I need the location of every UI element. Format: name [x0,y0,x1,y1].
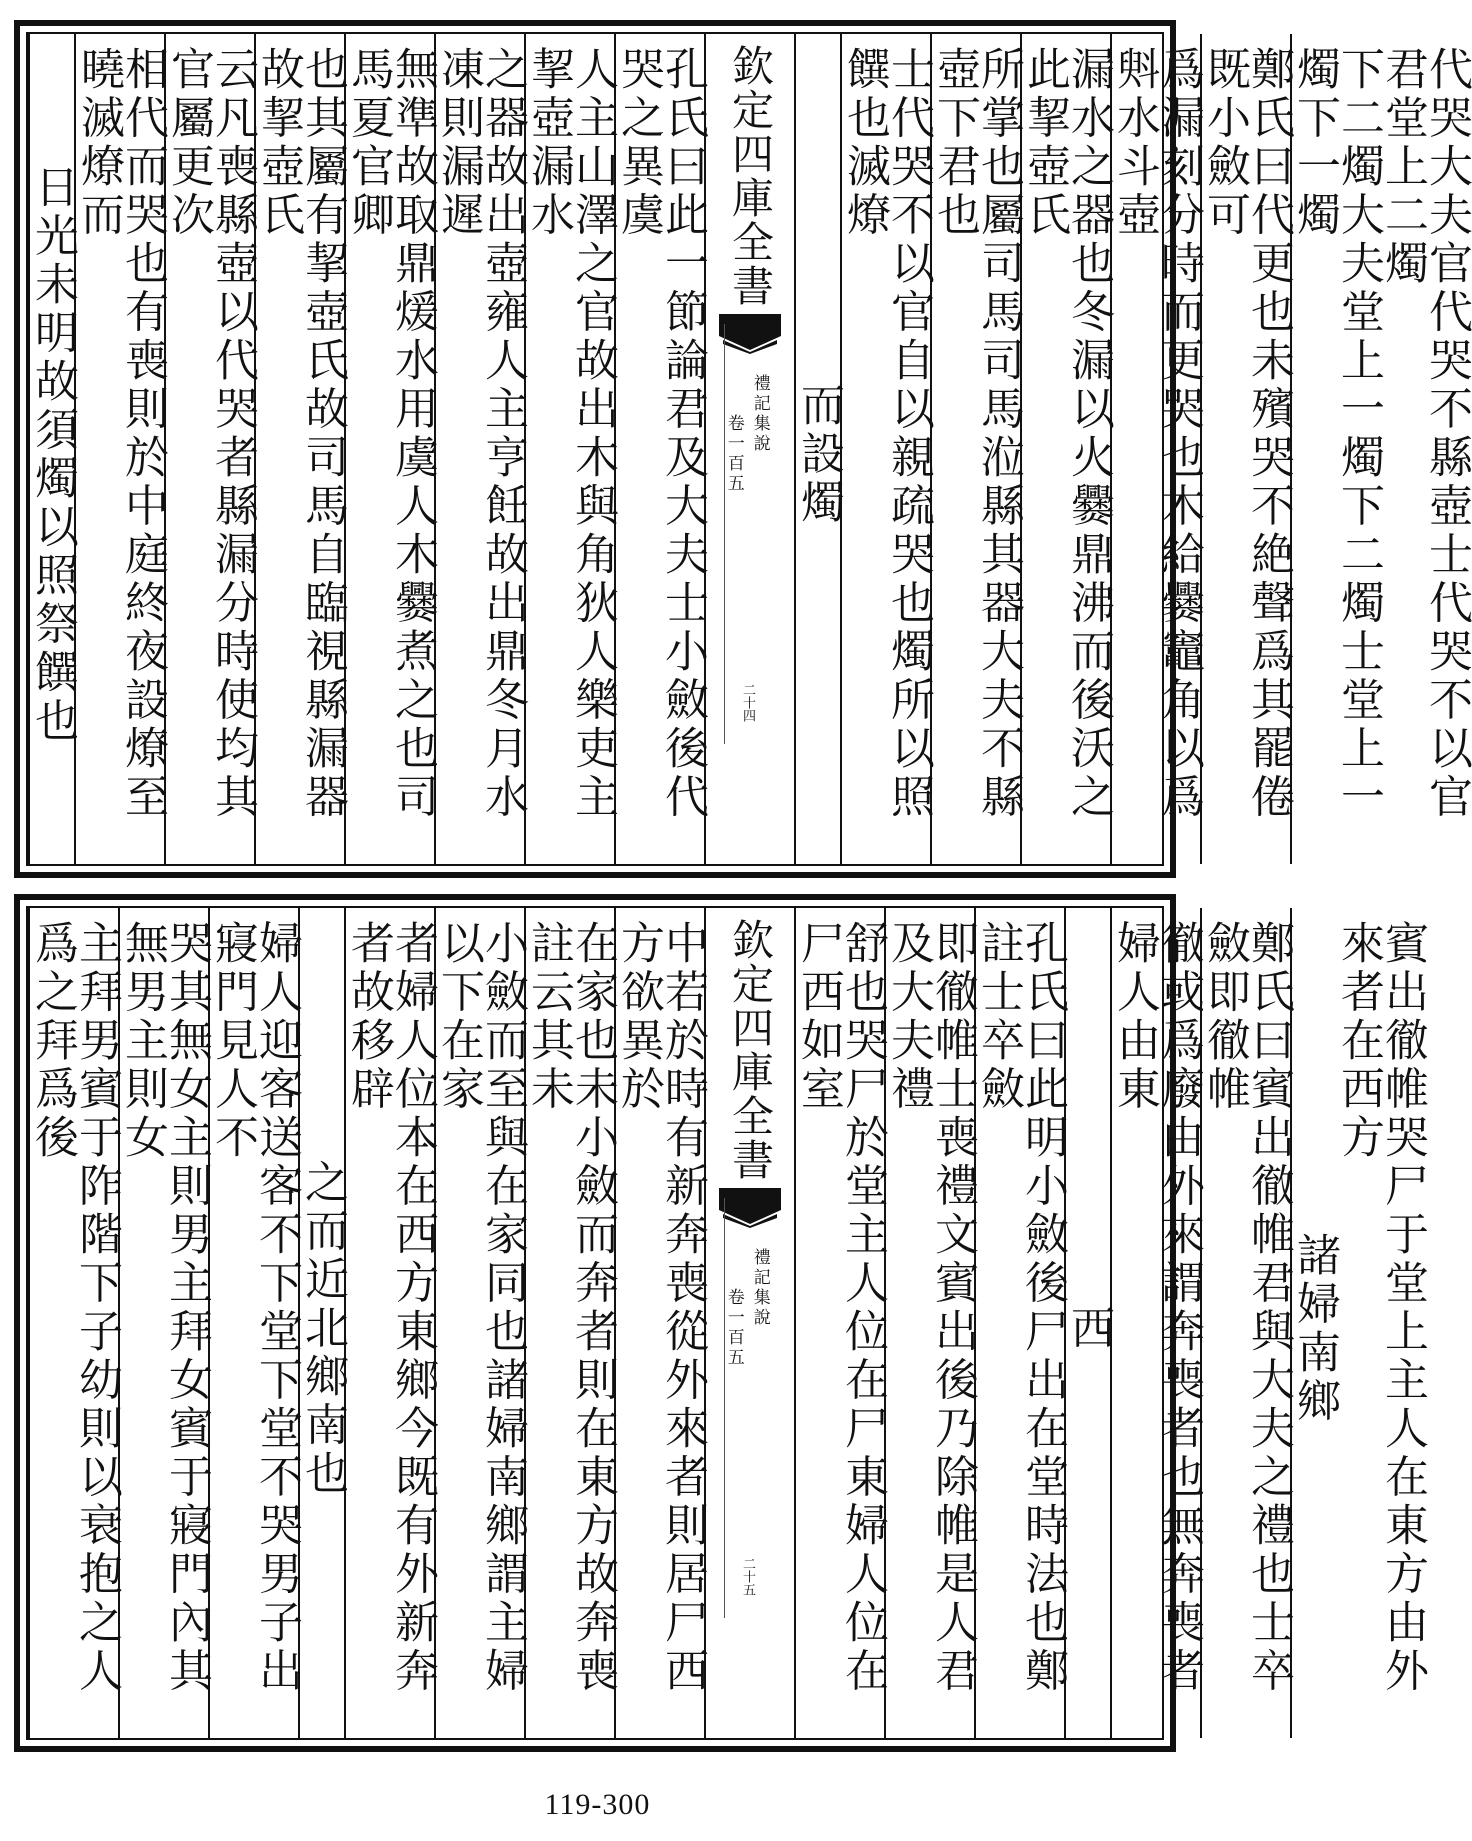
gutter-book-title: 禮記集說 [749,374,770,454]
text-column: 鄭氏曰賓出徹帷君與大夫之禮也士卒斂即徹帷 [1200,908,1290,1738]
text-column: 漏水之器也冬漏以火爨鼎沸而後沃之此挈壺氏 [1020,34,1110,864]
text-column: 婦人迎客送客不下堂下堂不哭男子出寢門見人不 [208,908,298,1738]
gutter-rule [724,324,725,744]
text-column: 而設燭 [794,34,840,864]
text-column: 徹或爲廢由外來謂奔喪者也無奔喪者婦人由東 [1110,908,1200,1738]
top-page-frame [14,20,1472,878]
top-page-columns [26,32,1472,866]
page-number: 119-300 [544,1788,651,1821]
text-column: 孔氏曰此一節論君及大夫士小斂後代哭之異虞 [614,34,704,864]
fishtail-mark-icon [719,1188,781,1228]
gutter-volume: 卷一百五 [723,1288,744,1368]
gutter-title: 欽定四庫全書 [726,44,775,308]
text-column: 云凡喪縣壺以代哭者縣漏分時使均其官屬更次 [164,34,254,864]
text-column: 者婦人位本在西方東鄉今既有外新奔者故移辟 [344,908,434,1738]
text-column: 無準故取鼎煖水用虞人木爨煮之也司馬夏官卿 [344,34,434,864]
gutter-book-title: 禮記集說 [749,1248,770,1328]
text-column: 人主山澤之官故出木與角狄人樂吏主挈壺漏水 [524,34,614,864]
text-column: 下二燭大夫堂上一燭下二燭士堂上一燭下一燭 [1290,34,1380,864]
center-gutter [704,34,794,864]
fishtail-mark-icon [719,314,781,354]
text-column: 相代而哭也有喪則於中庭終夜設燎至曉滅燎而 [74,34,164,864]
text-column: 孔氏曰此明小斂後尸出在堂時法也鄭註士卒斂 [974,908,1064,1738]
gutter-volume: 卷一百五 [723,414,744,494]
text-column: 諸婦南鄉 [1290,908,1336,1738]
text-column: 日光未明故須燭以照祭饌也 [28,34,74,864]
text-column: 所掌也屬司馬司馬涖縣其器大夫不縣壺下君也 [930,34,1020,864]
text-column: 哭其無女主則男主拜女賓于寢門內其無男主則女 [118,908,208,1738]
text-column: 即徹帷士喪禮文賓出後乃除帷是人君及大夫禮 [884,908,974,1738]
text-column: 之而近北鄉南也 [298,908,344,1738]
text-column: 鄭氏曰代更也未殯哭不絶聲爲其罷倦既小斂可 [1200,34,1290,864]
text-column: 小斂而至與在家同也諸婦南鄉謂主婦以下在家 [434,908,524,1738]
bottom-page-columns [26,906,1428,1740]
text-column: 士代哭不以官自以親疏哭也燭所以照饌也滅燎 [840,34,930,864]
gutter-title: 欽定四庫全書 [726,918,775,1182]
text-column: 之器故出壺雍人主亨飪故出鼎冬月水凍則漏遲 [434,34,524,864]
text-column: 主拜男賓于阼階下子幼則以衰抱之人爲之拜爲後 [28,908,118,1738]
gutter-rule [724,1198,725,1618]
text-column: 賓出徹帷哭尸于堂上主人在東方由外來者在西方 [1333,920,1428,1696]
text-column: 代哭大夫官代哭不縣壺士代哭不以官君堂上二燭 [1377,46,1472,822]
gutter-page-number: 二十四 [740,683,755,722]
text-column: 西 [1064,908,1110,1738]
text-column: 爲漏刻分時而更哭也木給爨竈角以爲斞水斗壺 [1110,34,1200,864]
text-column: 中若於時有新奔喪從外來者則居尸西方欲異於 [614,908,704,1738]
gutter-page-number: 二十五 [740,1557,755,1596]
text-column: 舒也哭尸於堂主人位在尸東婦人位在尸西如室 [794,908,884,1738]
bottom-page-frame [14,894,1428,1752]
center-gutter [704,908,794,1738]
text-column: 也其屬有挈壺氏故司馬自臨視縣漏器故挈壺氏 [254,34,344,864]
text-column: 在家也未小斂而奔者則在東方故奔喪註云其未 [524,908,614,1738]
